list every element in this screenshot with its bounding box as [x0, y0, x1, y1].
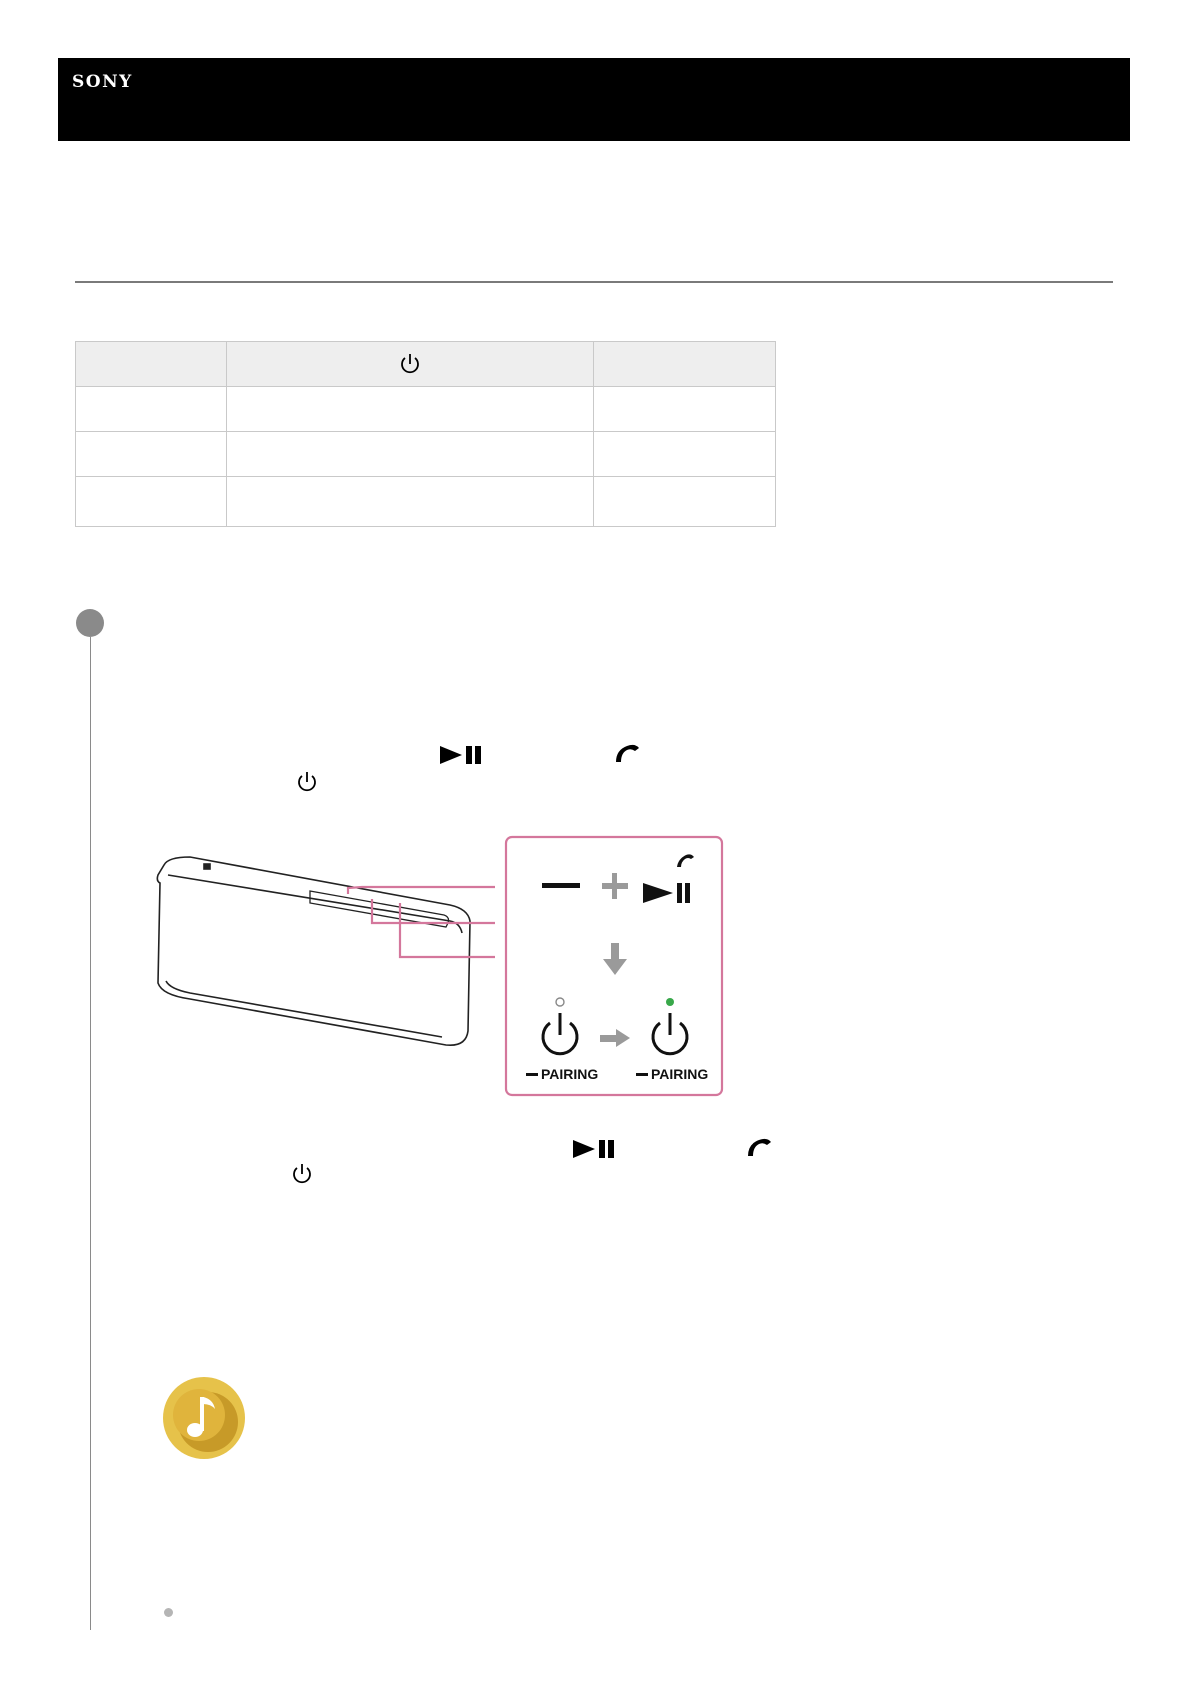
- table-row: [76, 432, 776, 477]
- table-header-cell: [76, 342, 227, 387]
- play-pause-icon: [440, 744, 484, 766]
- sony-logo: SONY: [72, 72, 133, 92]
- power-icon: [399, 352, 421, 376]
- pairing-label-right: PAIRING: [651, 1066, 709, 1082]
- table-row: [76, 477, 776, 527]
- list-bullet: [164, 1608, 173, 1617]
- step-marker: [76, 609, 104, 637]
- play-pause-icon: [573, 1138, 617, 1160]
- indicator-table: [75, 341, 776, 527]
- power-icon: [296, 770, 318, 794]
- table-header-cell: [227, 342, 594, 387]
- step-line: [90, 637, 91, 1630]
- phone-icon: [745, 1136, 773, 1160]
- header-bar: [58, 58, 1130, 141]
- table-header-cell: [594, 342, 776, 387]
- phone-icon: [613, 742, 641, 766]
- speaker-pairing-illustration: [150, 835, 730, 1105]
- table-header-row: [76, 342, 776, 387]
- speaker-illustration: [157, 857, 470, 1045]
- music-app-icon: [161, 1375, 247, 1461]
- title-divider: [75, 281, 1113, 283]
- table-row: [76, 387, 776, 432]
- power-icon: [291, 1162, 313, 1186]
- pairing-label-left: PAIRING: [541, 1066, 599, 1082]
